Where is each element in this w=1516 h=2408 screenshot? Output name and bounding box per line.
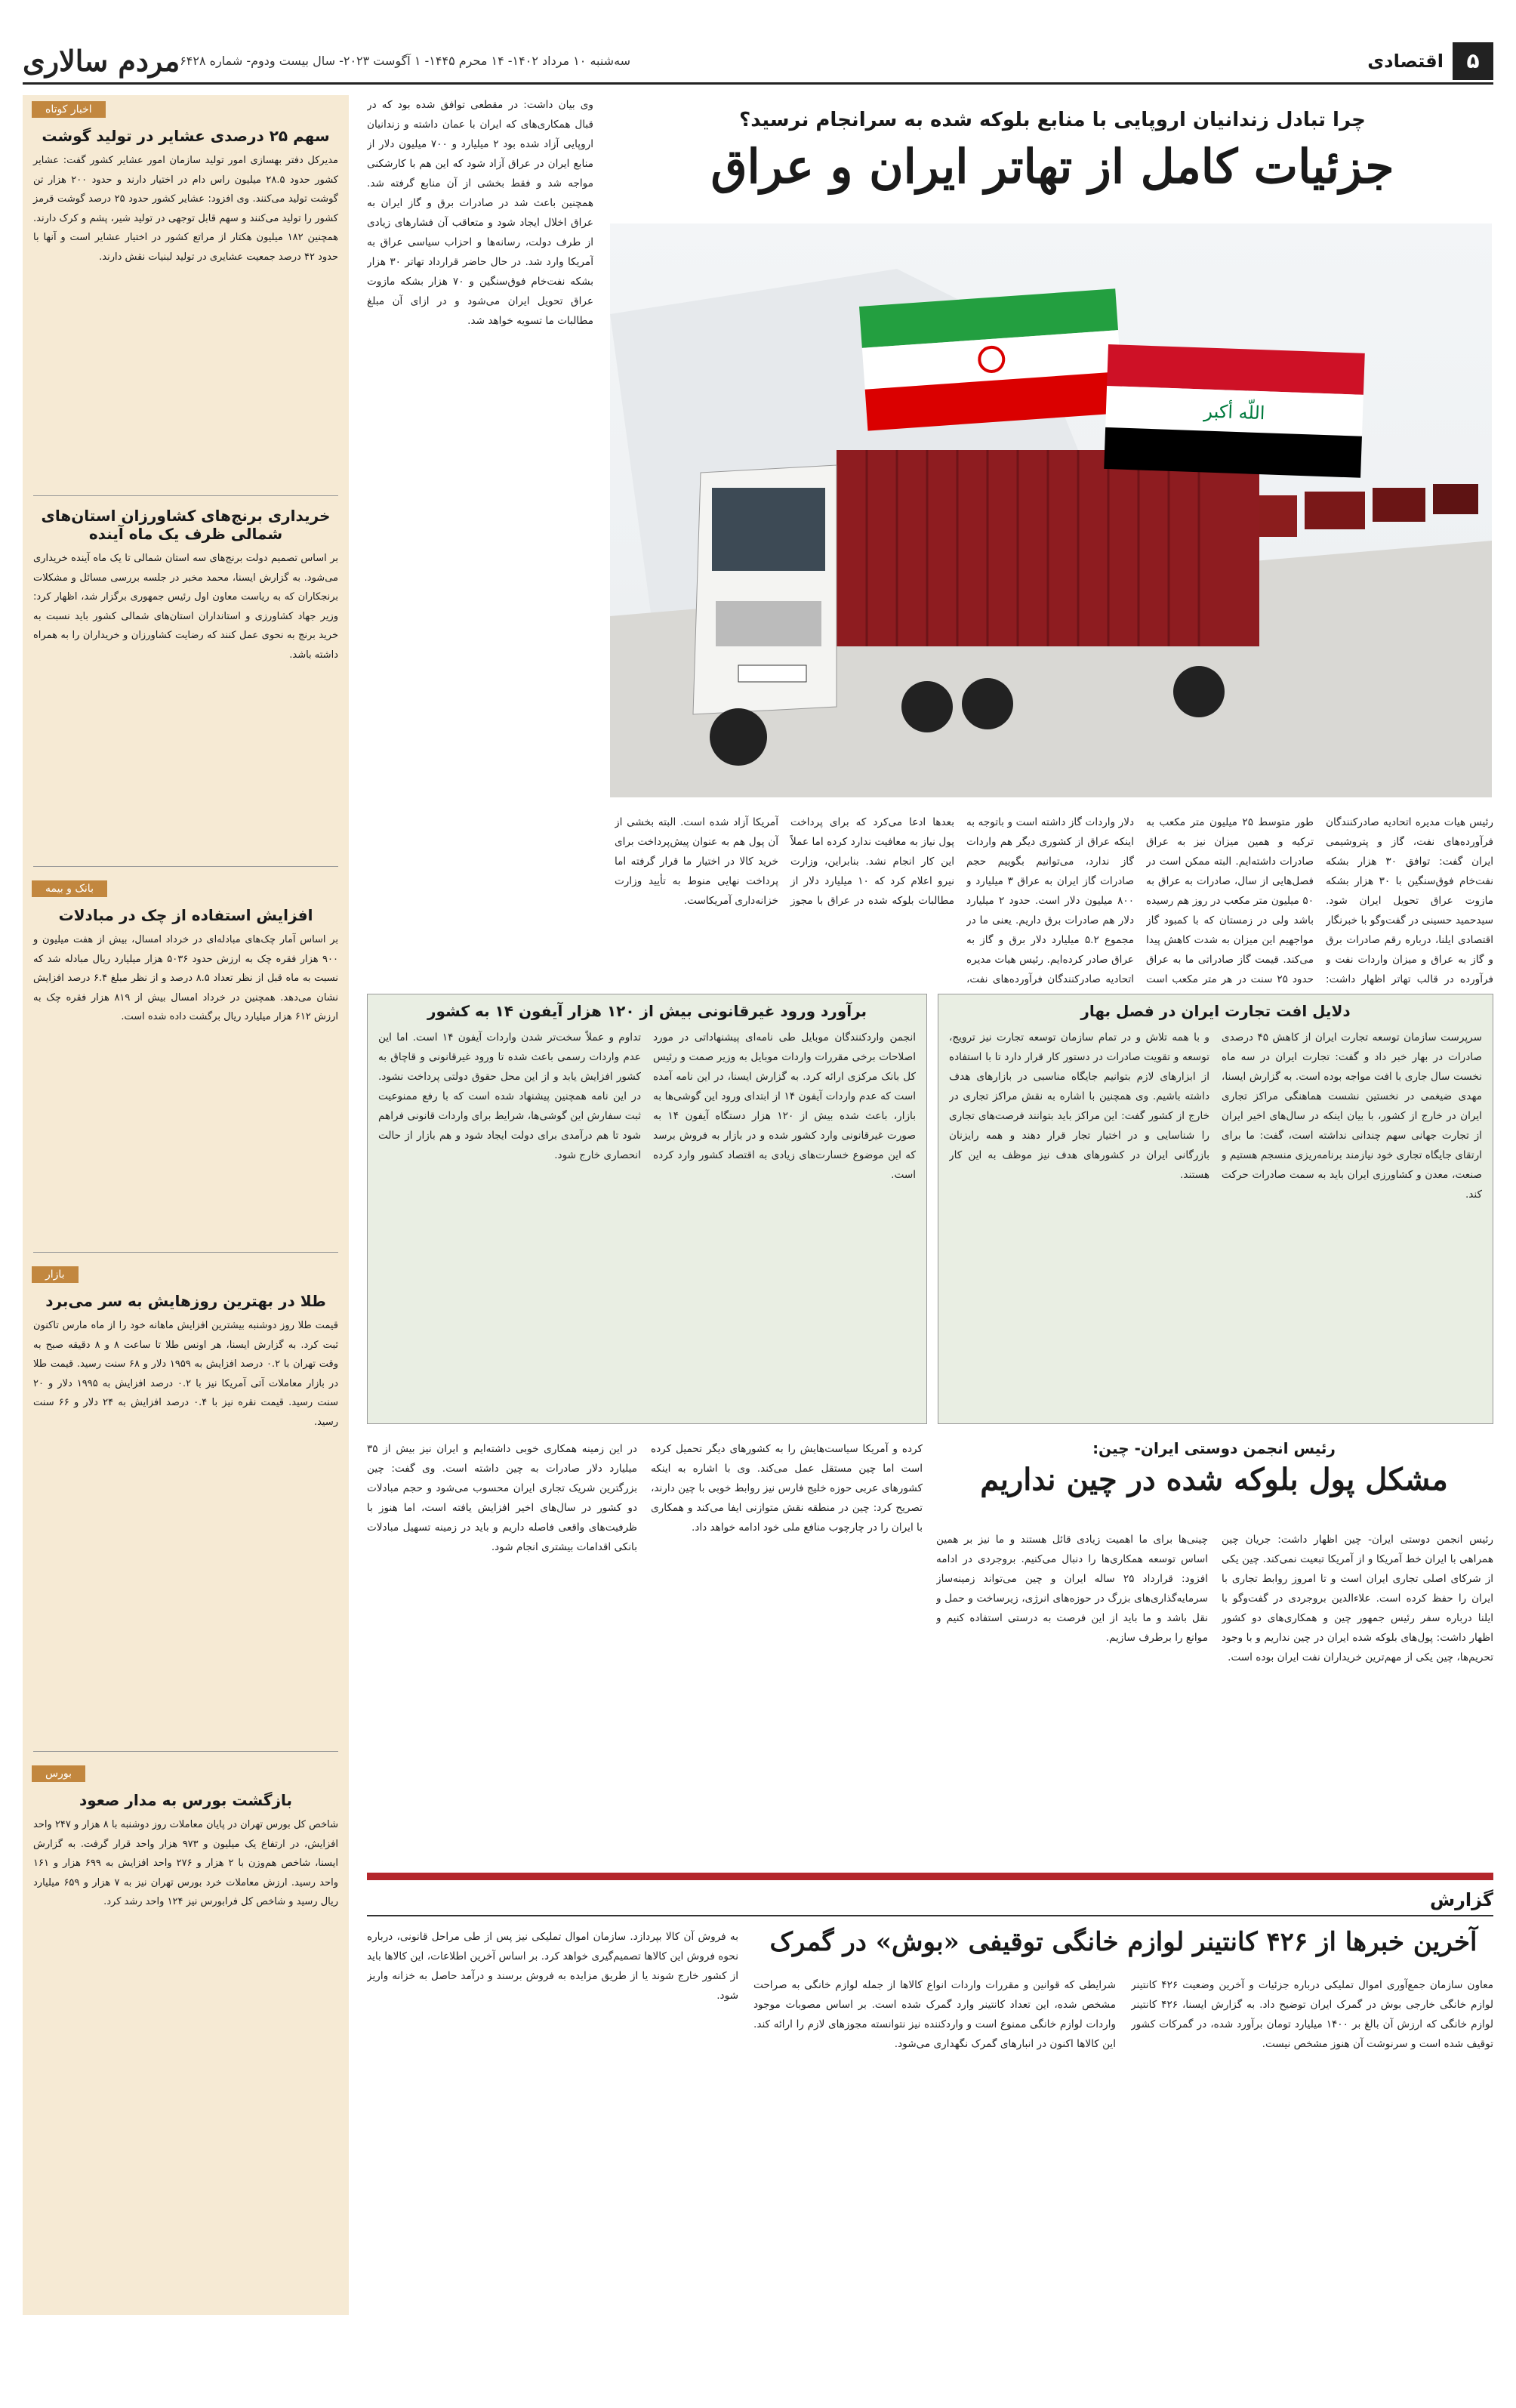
- china-heading: [935, 1439, 1493, 1497]
- lead-column-2: طور متوسط ۲۵ میلیون متر مکعب به ترکیه و همین میزان نیز به عراق صادرات داشته‌ایم. البته ممکن است در فصل‌هایی از سال، صادرات به عراق به ۵۰ میلیون متر مکعب در روز هم رسیده باشد ولی در زمستان که با کمبود گاز مواجهیم این میزان به شدت کاهش پیدا می‌کند. قیمت گاز صادراتی ما به عراق حدود ۲۵ سنت در هر متر مکعب است: [1146, 816, 1314, 985]
- svg-text:اللّه أكبر: اللّه أكبر: [1203, 400, 1265, 424]
- dateline: سه‌شنبه ۱۰ مرداد ۱۴۰۲- ۱۴ محرم ۱۴۴۵- ۱ آگوست ۲۰۲۳- سال بیست ودوم- شماره ۶۴۲۸: [180, 54, 631, 68]
- trade-box: [938, 994, 1493, 1424]
- china-column-1: رئیس انجمن دوستی ایران- چین اظهار داشت: جریان چین همراهی با ایران خط آمریکا و از آمریکا تبعیت نمی‌کند. چین یکی از شرکای اصلی تجاری ایران است و تا امروز روابط تجاری با ایران را حفظ کرده است. علاءالدین بروجردی در گفت‌وگو با ایلنا درباره سفر رئیس جمهور چین و همکاری‌های دو کشور اظهار داشت: پول‌های بلوکه شده ایران در چین نداریم و با وجود تحریم‌ها، چین یکی از مهم‌ترین خریداران نفت ایران بوده است.: [1222, 1534, 1493, 1663]
- main-area: [367, 95, 1493, 2315]
- section-tag: اخبار کوتاه: [32, 101, 106, 118]
- report-section-label: گزارش: [367, 1889, 1493, 1916]
- left-sec-2: [23, 504, 349, 859]
- section-tag: بورس: [32, 1765, 85, 1782]
- left-sec-4: [23, 1260, 349, 1744]
- lead-column-1: رئیس هیات مدیره اتحادیه صادرکنندگان فرآورده‌های نفت، گاز و پتروشیمی ایران گفت: توافق ۳۰ هزار بشکه نفت‌خام فوق‌سنگین با ۳۰ هزار بشکه مازوت عراق تحویل ایران شود. سیدحمید حسینی در گفت‌وگو با خبرنگار اقتصادی ایلنا، درباره رقم صادرات برق و گاز به عراق و میزان واردات نفت و فرآورده در قالب تهاتر اظهار داشت:: [1326, 816, 1493, 985]
- china-kicker: رئیس انجمن دوستی ایران- چین:: [1092, 1439, 1336, 1457]
- report-headline: آخرین خبرها از ۴۲۶ کانتینر لوازم خانگی توقیفی «بوش» در گمرک: [769, 1927, 1477, 1957]
- red-divider: [367, 1873, 1493, 1880]
- report-column-1: معاون سازمان جمع‌آوری اموال تملیکی درباره جزئیات و آخرین وضعیت ۴۲۶ کانتینر لوازم خانگی خارجی بوش در گمرک ایران توضیح داد. به گزارش ایسنا، ۴۲۶ کانتینر لوازم خانگی که ارزش آن بالغ بر ۱۴۰۰ میلیارد تومان برآورد شده، در گمرکات کشور توقیف شده است و سرنوشت آن هنوز مشخص نیست.: [1131, 1979, 1493, 2050]
- lead-column-4: بعدها ادعا می‌کرد که برای پرداخت پول نیاز به معافیت ندارد کرده اما عملاً این کار انجام نشد. بنابراین، وزارت نیرو اعلام کرد که ۱۰ میلیارد دلار از مطالبات بلوکه شده در عراق با مجوز آمریکا آزاد شده است. البته بخشی از آن پول هم به عنوان پیش‌پرداخت برای خرید کالا در اختیار ما قرار گرفته اما پرداخت نهایی منوط به تأیید وزارت خزانه‌داری آمریکاست.: [615, 816, 954, 907]
- lead-column-3: دلار واردات گاز داشته است و باتوجه به اینکه عراق از کشوری دیگر هم واردات گاز ندارد، می‌توانیم بگوییم حجم صادرات گاز ایران به عراق ۳ میلیارد و ۸۰۰ میلیون دلار است. حدود ۲ میلیارد دلار هم صادرات برق داریم. یعنی ما در مجموع ۵.۲ میلیارد دلار برق و گاز به عراق صادر کرده‌ایم. رئیس هیات مدیره اتحادیه صادرکنندگان فرآورده‌های نفت،: [966, 816, 1134, 985]
- box-column: سرپرست سازمان توسعه تجارت ایران از کاهش ۴۵ درصدی صادرات در بهار خبر داد و گفت: تجارت ایران در سه ماه نخست سال جاری با افت مواجه بوده است. به گزارش ایسنا، مهدی ضیغمی در نخستین نشست هماهنگی مراکز تجاری ایران در خارج از کشور، با بیان اینکه در سال‌های اخیر ایران از تجارت جهانی سهم چندانی نداشته است، گفت: ما برای ارتقای جایگاه تجاری خود نیازمند برنامه‌ریزی منسجم هستیم و صنعت، معدن و کشاورزی ایران باید به سمت صادرات حرکت کند.: [1222, 1031, 1482, 1201]
- section-box: [1367, 42, 1493, 80]
- box-column: و با همه تلاش و در تمام سازمان توسعه تجارت نیز ترویج، توسعه و تقویت صادرات در دستور کار قرار دارد تا با استفاده از ابزارهای لازم بتوانیم جایگاه مناسبی در بازارهای هدف داشته باشیم. وی همچنین با اشاره به نقش مراکز تجاری در خارج از کشور گفت: این مراکز باید بتوانند فرصت‌های تجاری را شناسایی و در اختیار تجار قرار دهند و همه رایزنان بازرگانی ایران در کشورهای هدف نیز موظف به این کار هستند.: [949, 1031, 1209, 1181]
- brief-body: شاخص کل بورس تهران در پایان معاملات روز دوشنبه با ۸ هزار و ۲۴۷ واحد افزایش، در ارتفاع یک میلیون و ۹۷۳ هزار واحد قرار گرفت. به گزارش ایسنا، شاخص هم‌وزن با ۲ هزار و ۲۷۶ واحد افزایش به ۶۹۹ هزار و ۱۶۱ واحد رسید. ارزش معاملات خرد بورس تهران نیز به ۷ هزار و ۶۵۹ میلیارد ریال رسید و شاخص کل فرابورس نیز ۱۲۴ واحد رشد کرد.: [33, 1819, 339, 1907]
- report-column-3: به فروش آن کالا بپردازد. سازمان اموال تملیکی نیز پس از طی مراحل قانونی، درباره نحوه فروش این کالاها تصمیم‌گیری خواهد کرد. بر اساس آخرین اطلاعات، این کالاها باید از کشور خارج شوند یا از طریق مزایده به فروش برسند و درآمد حاصل به خزانه واریز شود.: [367, 1931, 738, 2002]
- left-sec-5: [23, 1759, 349, 2333]
- lead-heading: [612, 95, 1493, 194]
- brief-body: قیمت طلا روز دوشنبه بیشترین افزایش ماهانه خود را از ماه مارس تاکنون ثبت کرد. به گزارش ایسنا، هر اونس طلا تا ساعت ۸ و ۸ دقیقه صبح به وقت تهران با ۰.۲ درصد افزایش به ۱۹۵۹ دلار و ۶۸ سنت رسید. قیمت طلا در بازار معاملات آتی آمریکا نیز با ۰.۲ درصد افزایش به ۱۹۹۵ دلار و ۲۰ سنت رسید. قیمت نقره نیز با ۰.۴ درصد افزایش به ۲۴ دلار و ۶۶ سنت رسید.: [33, 1320, 339, 1428]
- brief-body: بر اساس آمار چک‌های مبادله‌ای در خرداد امسال، بیش از هفت میلیون و ۹۰۰ هزار فقره چک به ارزش حدود ۵۰۳۶ هزار میلیارد ریال مبادله شد که نسبت به ماه قبل از نظر تعداد ۸.۵ درصد و از نظر مبلغ ۶.۴ درصد افزایش نشان می‌دهد. همچنین در خرداد امسال بیش از ۸۱۹ هزار فقره چک به ارزش ۶۱۲ هزار میلیارد ریال برگشت داده شده است.: [33, 934, 339, 1022]
- trucks-illustration: [610, 224, 1492, 797]
- box-title: برآورد ورود غیرقانونی بیش از ۱۲۰ هزار آیفون ۱۴ به کشور: [427, 1002, 867, 1020]
- china-column-4: در این زمینه همکاری خوبی داشته‌ایم و ایران نیز بیش از ۳۵ میلیارد دلار صادرات به چین داشته است. وی گفت: چین بزرگترین شریک تجاری ایران محسوب می‌شود و حجم مبادلات دو کشور در سال‌های اخیر افزایش یافته است، اما هنوز با ظرفیت‌های واقعی فاصله داریم و باید در زمینه تسهیل مبادلات بانکی اقدامات بیشتری انجام شود.: [367, 1443, 637, 1553]
- brief-title: بازگشت بورس به مدار صعود: [79, 1791, 293, 1809]
- brief-body: بر اساس تصمیم دولت برنج‌های سه استان شمالی تا یک ماه آینده خریداری می‌شود. به گزارش ایسنا، محمد مخبر در جلسه بررسی مسائل و مشکلات برنجکاران که به ریاست معاون اول رئیس جمهوری برگزار شد، اظهار کرد: وزیر جهاد کشاورزی و استانداران استان‌های شمالی کشور باید نسبت به خرید برنج به نحوی عمل کنند که رضایت کشاورزان و خریداران را به همراه داشته باشد.: [33, 553, 338, 661]
- left-sec-3: [23, 874, 349, 1244]
- china-headline: مشکل پول بلوکه شده در چین نداریم: [980, 1462, 1448, 1497]
- newspaper-logo: مردم سالاری: [23, 44, 180, 78]
- report-column-2: شرایطی که قوانین و مقررات واردات انواع کالاها از جمله لوازم خانگی به صراحت مشخص شده، این تعداد کانتینر وارد گمرک شده است. بر اساس مصوبات موجود واردات لوازم خانگی ممنوع است و واردکننده نیز نتوانسته مجوزهای لازم را ارائه کند. این کالاها اکنون در انبارهای گمرک نگهداری می‌شود.: [753, 1979, 1116, 2050]
- box-title: دلایل افت تجارت ایران در فصل بهار: [1080, 1002, 1351, 1020]
- section-tag: بانک و بیمه: [32, 880, 107, 897]
- box-column: انجمن واردکنندگان موبایل طی نامه‌ای پیشنهاداتی در مورد اصلاحات برخی مقررات واردات موبایل به وزیر صمت و رئیس کل بانک مرکزی ارائه کرد. به گزارش ایسنا، در این نامه آمده است که عدم واردات آیفون ۱۴ از ابتدای ورود این گوشی‌ها به بازار، باعث شده بیش از ۱۲۰ هزار دستگاه آیفون ۱۴ به صورت غیرقانونی وارد کشور شده و در بازار به فروش برسد که این موضوع خسارت‌های زیادی به اقتصاد کشور وارد کرده است.: [653, 1031, 916, 1181]
- brief-title: سهم ۲۵ درصدی عشایر در تولید گوشت: [42, 127, 330, 145]
- lead-column-5: وی بیان داشت: در مقطعی توافق شده بود که در قبال همکاری‌های که ایران با عمان داشته و زندانیان اروپایی آزاد شده بود ۲ میلیارد و ۷۰۰ میلیون دلار از منابع ایران در عراق آزاد شود که این هم با کارشکنی مواجه شد و فقط بخشی از آن منابع گرفته شد. همچنین باعث شد در صادرات برق و گاز ایران به عراق اخلال ایجاد شود و متعاقب آن فشارهای زیادی از طرف دولت، رسانه‌ها و احزاب سیاسی عراق به آمریکا وارد شد. در حال حاضر قرارداد تهاتر ۳۰ هزار بشکه نفت‌خام فوق‌سنگین و ۷۰ هزار بشکه مازوت عراق تحویل ایران می‌شود و در ازای آن مبلغ مطالبات ما تسویه خواهد شد.: [367, 99, 593, 327]
- import-box: [367, 994, 927, 1424]
- page-number: ۵: [1453, 42, 1493, 80]
- lead-kicker: چرا تبادل زندانیان اروپایی با منابع بلوکه شده به سرانجام نرسید؟: [739, 109, 1366, 131]
- china-column-3: کرده و آمریکا سیاست‌هایش را به کشورهای دیگر تحمیل کرده است اما چین مستقل عمل می‌کند. وی با اشاره به اینکه کشورهای عربی حوزه خلیج فارس نیز روابط خوبی با چین دارند، تصریح کرد: چین در منطقه نقش متوازنی ایفا می‌کند و همکاری با ایران را در چارچوب منافع ملی خود ادامه خواهد داد.: [651, 1443, 923, 1534]
- left-sec-1: [23, 95, 349, 488]
- brief-title: خریداری برنج‌های کشاورزان استان‌های شمالی ظرف یک ماه آینده: [41, 507, 331, 543]
- lead-headline: جزئیات کامل از تهاتر ایران و عراق: [710, 139, 1394, 194]
- trucks-photo: [610, 224, 1492, 797]
- china-column-2: چینی‌ها برای ما اهمیت زیادی قائل هستند و ما نیز بر همین اساس توسعه همکاری‌ها را دنبال می‌کنیم. بروجردی در ادامه افزود: قرارداد ۲۵ ساله ایران و چین می‌تواند زمینه‌ساز سرمایه‌گذاری‌های بزرگ در حوزه‌های انرژی، زیرساخت و حمل و نقل باشد و ما باید از این فرصت به درستی استفاده کنیم و موانع را برطرف سازیم.: [936, 1534, 1208, 1644]
- section-tag: بازار: [32, 1266, 79, 1283]
- box-column: تداوم و عملاً سخت‌تر شدن واردات آیفون ۱۴ است. اما این عدم واردات رسمی باعث شده تا ورود غیرقانونی و قاچاق به کشور افزایش یابد و از این محل حقوق دولتی پرداخت نشود. در این نامه همچنین پیشنهاد شده است که با رفع ممنوعیت ثبت سفارش این گوشی‌ها، شرایط برای واردات قانونی فراهم شود تا هم درآمدی برای دولت ایجاد شود و هم بازار از حالت انحصاری خارج شود.: [378, 1031, 641, 1161]
- section-name: اقتصادی: [1367, 50, 1444, 72]
- masthead: [23, 39, 1493, 85]
- left-column: [23, 95, 349, 2315]
- brief-body: مدیرکل دفتر بهسازی امور تولید سازمان امور عشایر کشور گفت: عشایر کشور حدود ۲۸.۵ میلیون راس دام در اختیار دارند و حدود ۲۰۰ هزار تن گوشت تولید می‌کنند. وی افزود: عشایر کشور حدود ۲۵ درصد گوشت قرمز کشور را تولید می‌کنند و سهم قابل توجهی در تولید شیر، پشم و کرک دارند. همچنین ۱۸۲ میلیون هکتار از مراتع کشور در اختیار عشایر است و آنها با حدود ۴۲ درصد جمعیت عشایری در تولید لبنیات نقش دارند.: [33, 155, 338, 263]
- brief-title: افزایش استفاده از چک در مبادلات: [58, 906, 313, 924]
- brief-title: طلا در بهترین روزهایش به سر می‌برد: [45, 1292, 326, 1310]
